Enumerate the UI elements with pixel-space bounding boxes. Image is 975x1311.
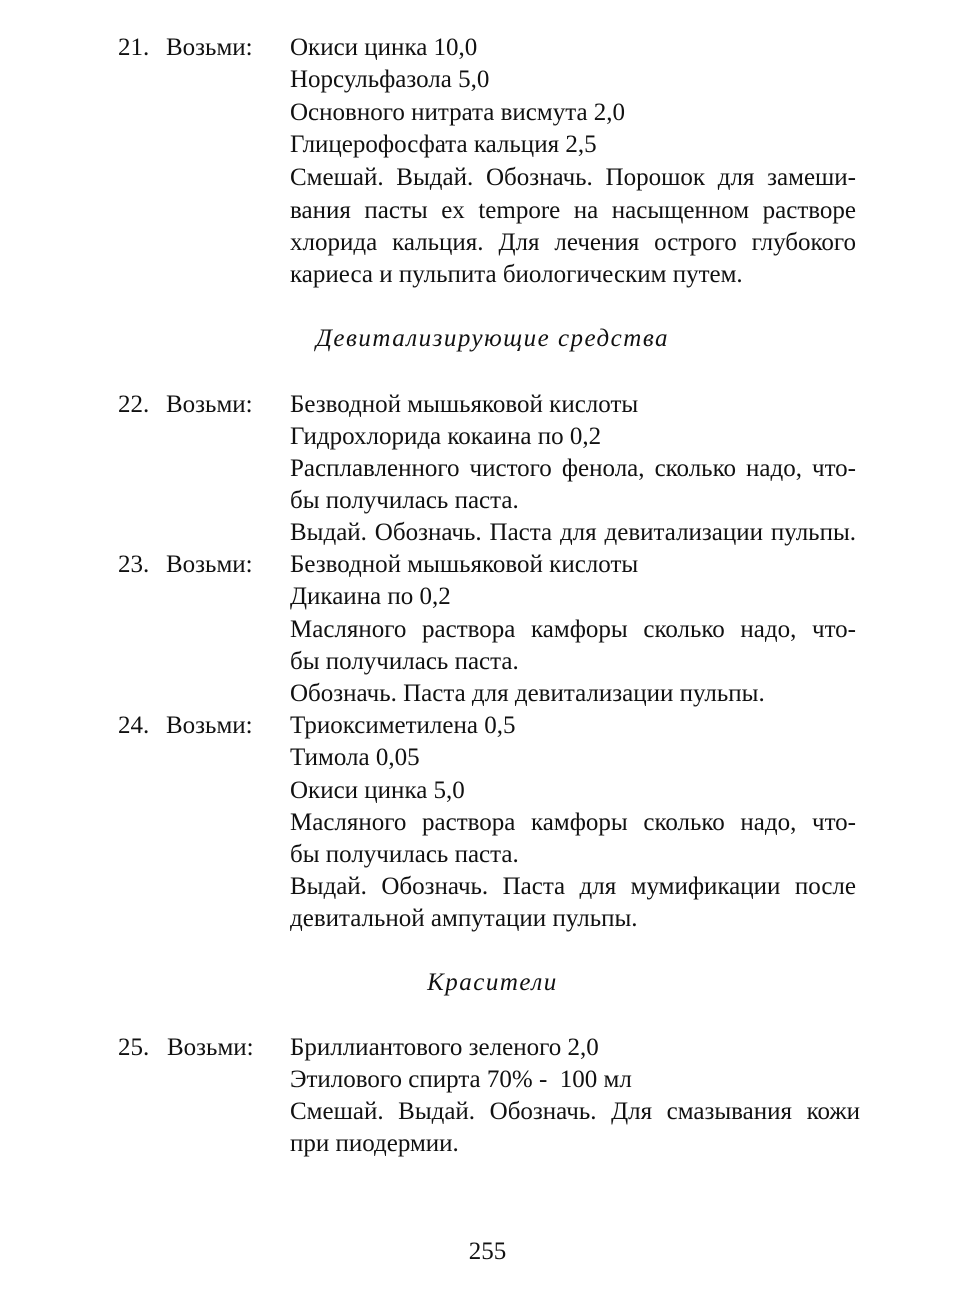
ingredient-line: Безводной мышьяковой кислоты	[290, 551, 639, 578]
section-heading-devitalizing: Девитализирующие средства	[315, 325, 670, 352]
ingredient-line: Масляного раствора камфоры сколько надо, что-	[290, 809, 856, 836]
recipe-number: 24.	[118, 712, 150, 739]
ingredient-line: Масляного раствора камфоры сколько надо, что-	[290, 616, 856, 643]
instruction-line: Обозначь. Паста для девитализации пульпы.	[290, 680, 765, 707]
recipe-number: 22.	[118, 391, 150, 418]
ingredient-line: Норсульфазола 5,0	[290, 66, 490, 93]
ingredient-line: Гидрохлорида кокаина по 0,2	[290, 423, 602, 450]
ingredient-line: Бриллиантового зеленого 2,0	[290, 1034, 599, 1061]
instruction-line: девитальной ампутации пульпы.	[290, 905, 638, 932]
instruction-line: Смешай. Выдай. Обозначь. Порошок для замеши-	[290, 164, 856, 191]
ingredient-line: Окиси цинка 10,0	[290, 34, 478, 61]
instruction-line: вания пасты ex tempore на насыщенном растворе	[290, 197, 856, 224]
page-number: 255	[468, 1238, 507, 1265]
instruction-line: кариеса и пульпита биологическим путем.	[290, 261, 743, 288]
ingredient-line: Безводной мышьяковой кислоты	[290, 391, 639, 418]
ingredient-line: Триоксиметилена 0,5	[290, 712, 516, 739]
recipe-number: 25.	[118, 1034, 150, 1061]
instruction-line: Смешай. Выдай. Обозначь. Для смазывания кожи	[290, 1098, 860, 1125]
section-heading-dyes: Красители	[427, 969, 558, 996]
ingredient-line: Основного нитрата висмута 2,0	[290, 99, 626, 126]
recipe-take-label: Возьми:	[166, 34, 253, 61]
ingredient-line: бы получилась паста.	[290, 648, 519, 675]
ingredient-line: Окиси цинка 5,0	[290, 777, 465, 804]
recipe-take-label: Возьми:	[166, 712, 253, 739]
recipe-number: 21.	[118, 34, 150, 61]
ingredient-line: Дикаина по 0,2	[290, 583, 451, 610]
recipe-take-label: Возьми:	[166, 391, 253, 418]
recipe-number: 23.	[118, 551, 150, 578]
ingredient-line: Расплавленного чистого фенола, сколько надо, что-	[290, 455, 856, 482]
ingredient-line: Этилового спирта 70% - 100 мл	[290, 1066, 632, 1093]
recipe-take-label: Возьми:	[166, 551, 253, 578]
ingredient-line: Тимола 0,05	[290, 744, 420, 771]
ingredient-line: бы получилась паста.	[290, 487, 519, 514]
instruction-line: при пиодермии.	[290, 1130, 459, 1157]
ingredient-line: бы получилась паста.	[290, 841, 519, 868]
instruction-line: хлорида кальция. Для лечения острого глубокого	[290, 229, 856, 256]
ingredient-line: Глицерофосфата кальция 2,5	[290, 131, 597, 158]
instruction-line: Выдай. Обозначь. Паста для мумификации после	[290, 873, 856, 900]
recipe-take-label: Возьми:	[167, 1034, 254, 1061]
instruction-line: Выдай. Обозначь. Паста для девитализации пульпы.	[290, 519, 856, 546]
